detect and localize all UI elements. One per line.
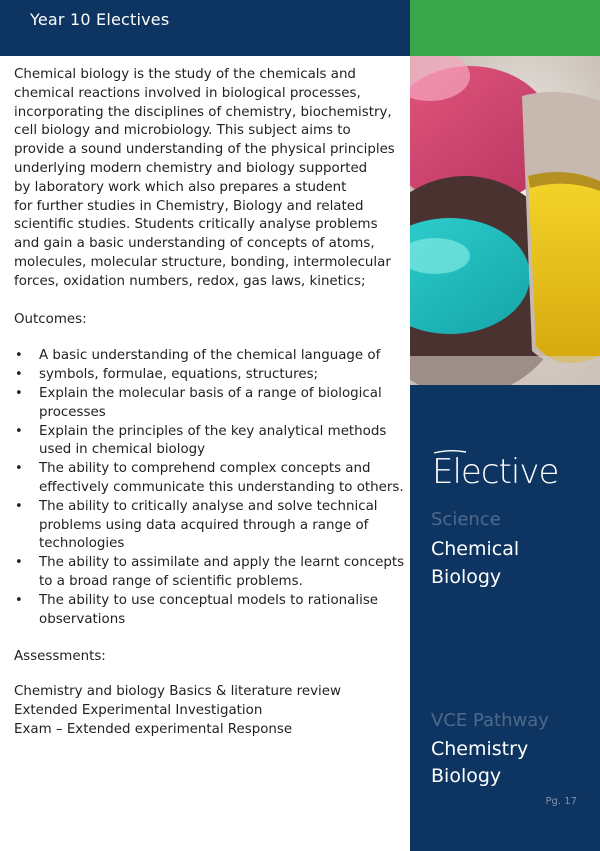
pathway-label: VCE Pathway [431, 710, 549, 731]
page-number: Pg. 17 [545, 796, 577, 807]
bullet-icon: • [15, 423, 23, 439]
assessment-item: Extended Experimental Investigation [14, 702, 263, 718]
bullet-icon: • [15, 367, 23, 383]
list-item: • A basic understanding of the chemical language of [14, 347, 410, 366]
subject-name-line2: Biology [431, 566, 502, 588]
outcomes-list [14, 347, 410, 629]
list-item: • The ability to assimilate and apply the learnt concepts to a broad range of scientific problems. [15, 555, 405, 589]
outcomes-heading: Outcomes: [14, 311, 87, 327]
elective-wordmark [430, 443, 590, 493]
header-accent-block [410, 0, 600, 56]
bullet-icon: • [15, 498, 23, 514]
assessment-item: Exam – Extended experimental Response [14, 721, 293, 737]
list-item: • The ability to comprehend complex concepts and effectively communicate this understanding to others. [15, 461, 404, 495]
assessment-item: Chemistry and biology Basics & literature review [14, 684, 341, 700]
science-label: Science [431, 509, 501, 530]
bullet-icon: • [15, 348, 23, 364]
intro-paragraph: Chemical biology is the study of the chemicals and chemical reactions involved in biological processes, incorporating the disciplines of chemistry, biochemistry, cell biology and microbiology. This subject aims to provide a sound understanding of the physical principles underlying modern chemistry and biology supported by laboratory work which also prepares a student for further studies in Chemistry, Biology and related scientific studies. Students critically analyse problems and gain a basic understanding of concepts of atoms, molecules, molecular structure, bonding, intermolecular forces, oxidation numbers, redox, gas laws, kinetics; [14, 67, 395, 289]
bullet-icon: • [15, 592, 23, 608]
list-item: • The ability to use conceptual models to rationalise observations [15, 592, 379, 627]
list-item: • symbols, formulae, equations, structures; [14, 366, 410, 385]
side-panel [410, 385, 600, 851]
pathway-line1: Chemistry [431, 738, 529, 760]
pathway-line2: Biology [431, 765, 502, 787]
bullet-icon: • [15, 555, 23, 571]
assessments-heading: Assessments: [14, 649, 106, 665]
bullet-icon: • [15, 385, 23, 401]
beakers-photo [410, 56, 600, 385]
subject-name-line1: Chemical [431, 538, 520, 560]
list-item: • The ability to critically analyse and solve technical problems using data acquired through a range of technologies [15, 498, 378, 552]
header-bar [0, 0, 410, 56]
page-title: Year 10 Electives [30, 10, 170, 29]
list-item: • Explain the principles of the key analytical methods used in chemical biology [15, 423, 387, 458]
elective-word-text: Elective [432, 452, 559, 492]
bullet-icon: • [15, 461, 23, 477]
main-content [14, 66, 410, 740]
list-item: • Explain the molecular basis of a range of biological processes [15, 385, 382, 420]
